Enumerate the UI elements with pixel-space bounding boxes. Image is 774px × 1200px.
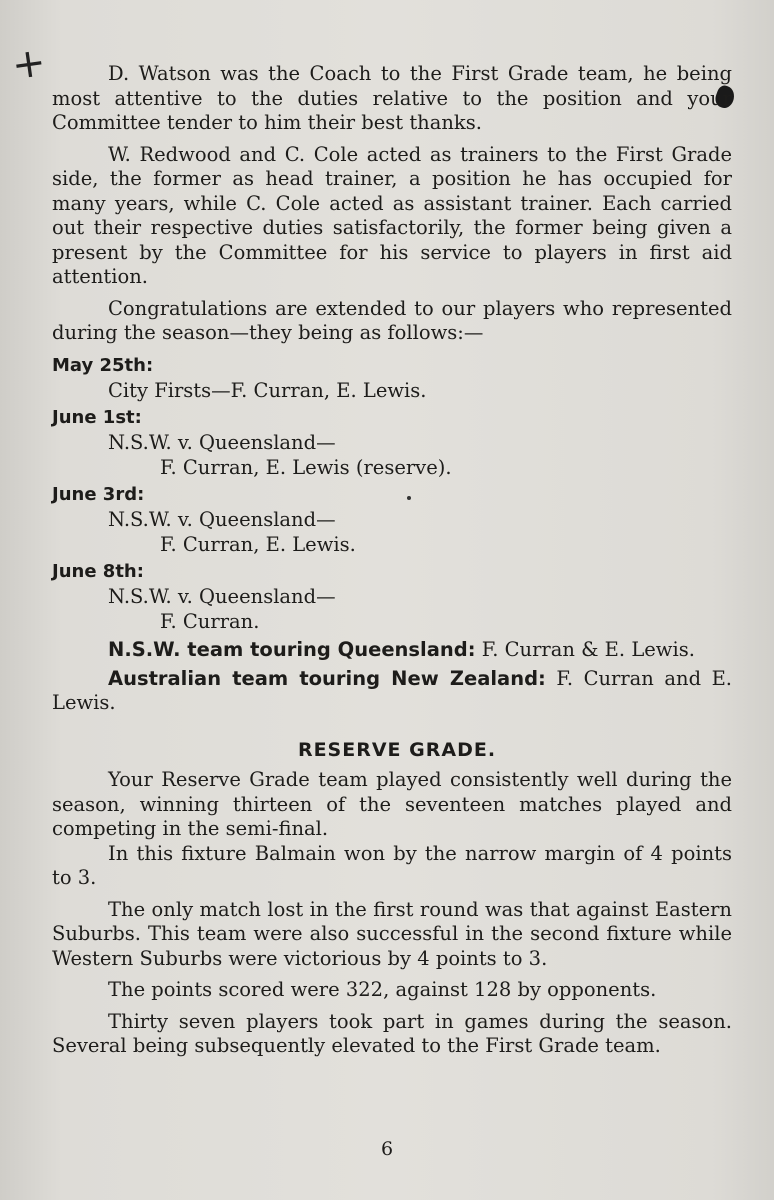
rep-date: June 8th: xyxy=(52,561,144,582)
rep-date: June 3rd: xyxy=(52,484,145,505)
trainers-paragraph: W. Redwood and C. Cole acted as trainers to the First Grade side, the former as head trainer, a position he has occupied for many years, while C. Cole acted as assistant trainer. Each carried out their respective duties satisfactorily, the former being given a present by the Committee for his service to players in first aid attention. xyxy=(52,142,732,288)
page-content xyxy=(52,62,732,1066)
page-number: 6 xyxy=(380,1138,394,1160)
reserve-paragraph-2: In this fixture Balmain won by the narrow margin of 4 points to 3. xyxy=(52,841,732,889)
reserve-paragraph-1: Your Reserve Grade team played consistently well during the season, winning thirteen of the seventeen matches played and competing in the semi-final. xyxy=(52,768,732,840)
reserve-paragraph-3: The only match lost in the first round was that against Eastern Suburbs. This team were also successful in the second fixture while Western Suburbs were victorious by 4 points to 3. xyxy=(52,897,732,970)
tour-label: N.S.W. team touring Queensland: xyxy=(108,638,476,661)
coach-paragraph: D. Watson was the Coach to the First Grade team, he being most attentive to the duties relative to the position and your Committee tender to him their best thanks. xyxy=(52,62,732,134)
tour-players: F. Curran & E. Lewis. xyxy=(481,638,695,661)
rep-players: F. Curran, E. Lewis. xyxy=(160,532,356,556)
congratulations-paragraph: Congratulations are extended to our players who represented during the season—they being as follows:— xyxy=(52,296,732,344)
tour-new-zealand xyxy=(52,667,732,716)
rep-entry-3 xyxy=(52,482,732,557)
reserve-paragraph-5: Thirty seven players took part in games during the season. Several being subsequently elevated to the First Grade team. xyxy=(52,1009,732,1057)
rep-match: N.S.W. v. Queensland— xyxy=(108,508,336,531)
tour-queensland xyxy=(52,638,732,663)
rep-entry-1 xyxy=(52,353,732,404)
representative-list xyxy=(52,353,732,635)
rep-match: City Firsts—F. Curran, E. Lewis. xyxy=(108,378,427,402)
rep-date: June 1st: xyxy=(52,407,142,428)
handwritten-cross-mark: + xyxy=(8,38,49,90)
rep-match: N.S.W. v. Queensland— xyxy=(108,585,336,608)
tour-players: F. Curran and E. Lewis. xyxy=(52,666,732,714)
rep-entry-2 xyxy=(52,405,732,480)
rep-players: F. Curran. xyxy=(160,609,260,633)
rep-players: F. Curran, E. Lewis (reserve). xyxy=(160,455,452,479)
rep-entry-4 xyxy=(52,559,732,634)
tour-label: Australian team touring New Zealand: xyxy=(108,666,546,690)
rep-date: May 25th: xyxy=(52,354,154,376)
rep-match: N.S.W. v. Queensland— xyxy=(108,431,336,454)
reserve-paragraph-4: The points scored were 322, against 128 by opponents. xyxy=(108,978,657,1001)
reserve-grade-heading: RESERVE GRADE. xyxy=(297,738,497,761)
